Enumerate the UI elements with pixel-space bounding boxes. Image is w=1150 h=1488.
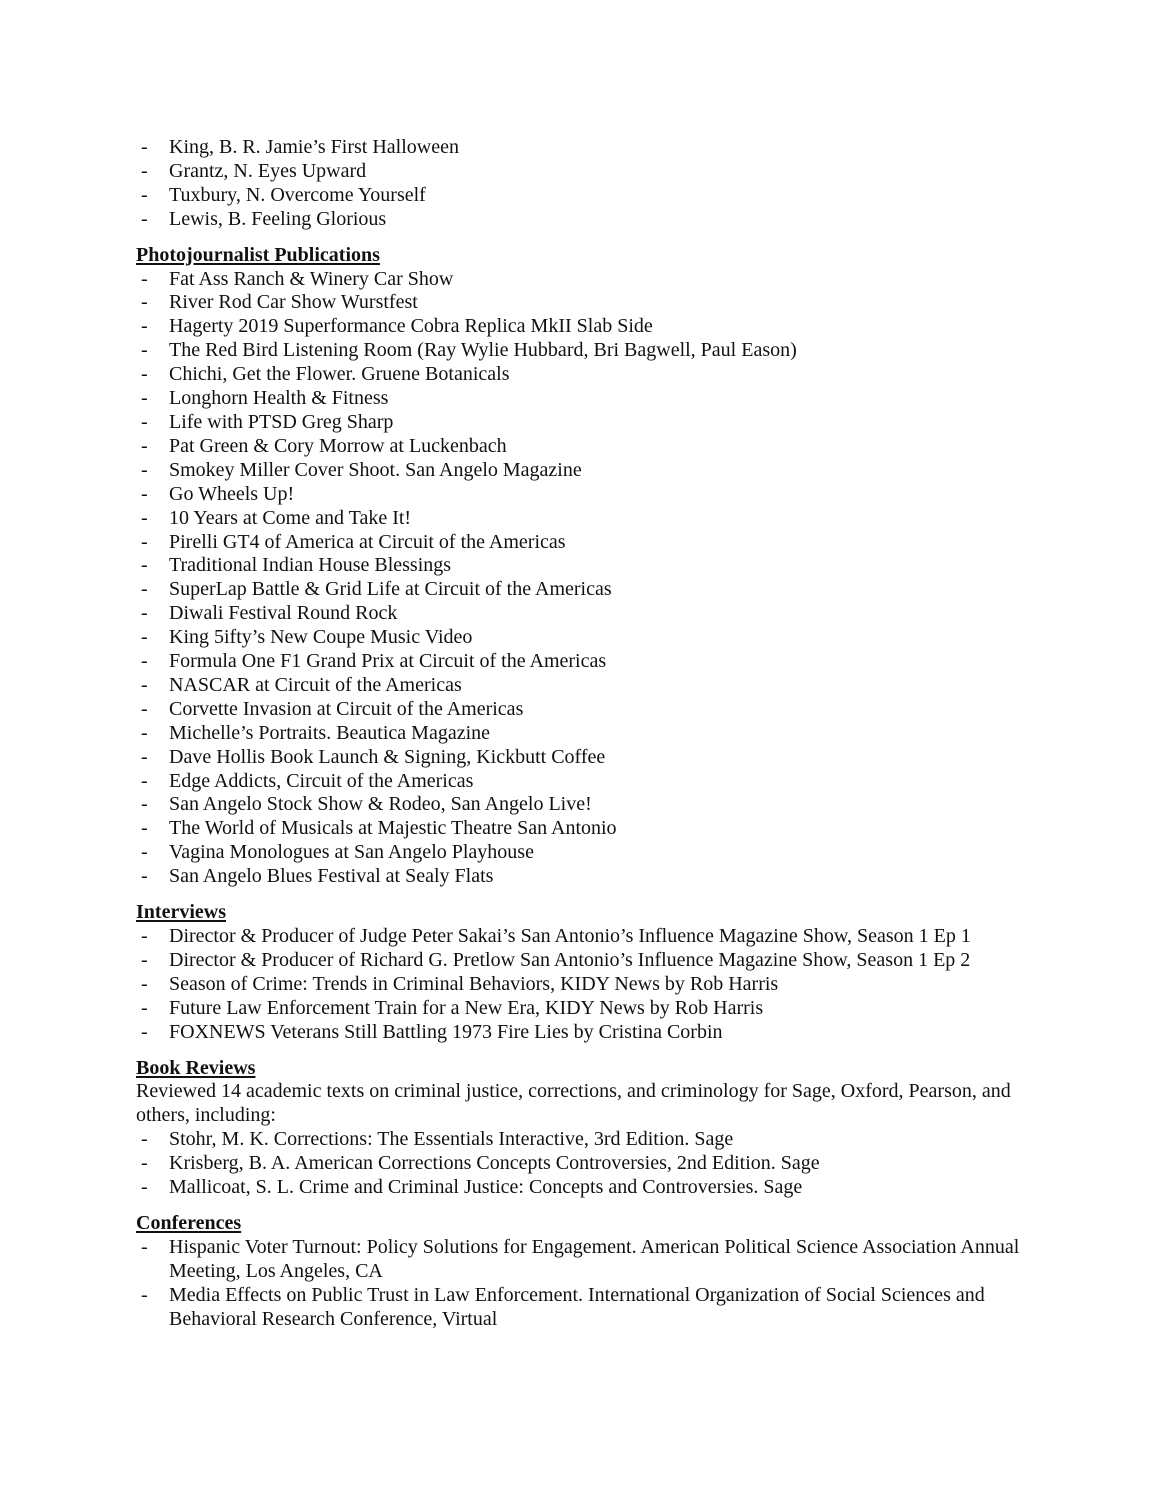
list-item: [136, 1128, 1036, 1152]
list-dash: -: [141, 745, 148, 768]
list-item-text: Lewis, B. Feeling Glorious: [169, 207, 387, 230]
list-item: [136, 411, 1036, 435]
photojournalist-heading: Photojournalist Publications: [136, 243, 380, 266]
list-item: [136, 1152, 1036, 1176]
list-dash: -: [141, 1176, 148, 1199]
book-reviews-heading: Book Reviews: [136, 1056, 256, 1079]
children-books-list: [136, 136, 1036, 232]
list-item-text: Krisberg, B. A. American Corrections Concepts Controversies, 2nd Edition. Sage: [169, 1152, 820, 1175]
list-item-text: Director & Producer of Richard G. Pretlow San Antonio’s Influence Magazine Show, Season 1 Ep 2: [169, 948, 971, 971]
list-dash: -: [141, 183, 148, 206]
list-dash: -: [141, 996, 148, 1019]
list-item-text: Longhorn Health & Fitness: [169, 387, 389, 410]
list-item-text: Dave Hollis Book Launch & Signing, Kickbutt Coffee: [169, 745, 606, 768]
list-item: [136, 722, 1036, 746]
list-item: [136, 339, 1036, 363]
list-dash: -: [141, 530, 148, 553]
list-dash: -: [141, 434, 148, 457]
list-dash: -: [141, 769, 148, 792]
list-item-text: Vagina Monologues at San Angelo Playhouse: [169, 841, 534, 864]
list-item-text: Pat Green & Cory Morrow at Luckenbach: [169, 434, 507, 457]
list-dash: -: [141, 626, 148, 649]
list-item-text: Mallicoat, S. L. Crime and Criminal Justice: Concepts and Controversies. Sage: [169, 1176, 803, 1199]
list-item: [136, 184, 1036, 208]
list-dash: -: [141, 1020, 148, 1043]
list-item: [136, 136, 1036, 160]
list-dash: -: [141, 207, 148, 230]
list-dash: -: [141, 136, 148, 158]
list-dash: -: [141, 315, 148, 338]
list-dash: -: [141, 267, 148, 290]
list-item-text: Tuxbury, N. Overcome Yourself: [169, 183, 426, 206]
conferences-heading: Conferences: [136, 1211, 242, 1234]
list-item: [136, 531, 1036, 555]
list-item-text: Director & Producer of Judge Peter Sakai’s San Antonio’s Influence Magazine Show, Season 1 Ep 1: [169, 925, 971, 947]
list-dash: -: [141, 697, 148, 720]
list-item: [136, 208, 1036, 232]
list-item-text: SuperLap Battle & Grid Life at Circuit of the Americas: [169, 578, 612, 601]
list-item: [136, 949, 1036, 973]
list-item: [136, 865, 1036, 889]
list-dash: -: [141, 948, 148, 971]
list-dash: -: [141, 387, 148, 410]
list-item-text: Fat Ass Ranch & Winery Car Show: [169, 267, 454, 290]
list-item-text: The World of Musicals at Majestic Theatre San Antonio: [169, 817, 617, 840]
list-item-text: Go Wheels Up!: [169, 482, 295, 505]
list-item: [136, 1284, 1036, 1332]
list-item-text: Stohr, M. K. Corrections: The Essentials Interactive, 3rd Edition. Sage: [169, 1128, 734, 1151]
list-item: [136, 793, 1036, 817]
list-dash: -: [141, 972, 148, 995]
list-dash: -: [141, 865, 148, 888]
list-item-text: King, B. R. Jamie’s First Halloween: [169, 136, 459, 158]
list-item-text: Hispanic Voter Turnout: Policy Solutions for Engagement. American Political Science Association Annual Meeting, Los Angeles, CA: [169, 1235, 1020, 1282]
list-item-text: Corvette Invasion at Circuit of the Americas: [169, 697, 524, 720]
list-dash: -: [141, 578, 148, 601]
list-dash: -: [141, 291, 148, 314]
list-item-text: The Red Bird Listening Room (Ray Wylie Hubbard, Bri Bagwell, Paul Eason): [169, 339, 797, 362]
list-dash: -: [141, 410, 148, 433]
children-books-section: [136, 136, 1036, 232]
list-dash: -: [141, 458, 148, 481]
list-item: [136, 602, 1036, 626]
list-item: [136, 925, 1036, 949]
list-item: [136, 746, 1036, 770]
photojournalist-section: [136, 244, 1036, 889]
interviews-heading: Interviews: [136, 901, 226, 924]
document-content: [136, 136, 1036, 1332]
list-item: [136, 997, 1036, 1021]
list-dash: -: [141, 925, 148, 947]
list-item: [136, 268, 1036, 292]
list-dash: -: [141, 721, 148, 744]
list-dash: -: [141, 1128, 148, 1151]
list-item-text: Diwali Festival Round Rock: [169, 602, 398, 625]
list-item: [136, 160, 1036, 184]
list-item: [136, 507, 1036, 531]
conferences-section: [136, 1212, 1036, 1332]
list-item-text: Media Effects on Public Trust in Law Enforcement. International Organization of Social Sciences and Behavioral Research Conference, Virtual: [169, 1283, 985, 1330]
book-reviews-intro: Reviewed 14 academic texts on criminal justice, corrections, and criminology for Sage, Oxford, Pearson, and others, including:: [136, 1080, 1011, 1127]
list-item: [136, 674, 1036, 698]
list-item-text: Grantz, N. Eyes Upward: [169, 159, 367, 182]
list-item-text: 10 Years at Come and Take It!: [169, 506, 412, 529]
photojournalist-list: [136, 268, 1036, 890]
list-item: [136, 650, 1036, 674]
list-item: [136, 315, 1036, 339]
list-item-text: Pirelli GT4 of America at Circuit of the Americas: [169, 530, 566, 553]
list-item-text: King 5ifty’s New Coupe Music Video: [169, 626, 473, 649]
list-item: [136, 554, 1036, 578]
list-item: [136, 459, 1036, 483]
list-dash: -: [141, 506, 148, 529]
list-item: [136, 626, 1036, 650]
list-item-text: Smokey Miller Cover Shoot. San Angelo Magazine: [169, 458, 582, 481]
list-item: [136, 1176, 1036, 1200]
list-item-text: Michelle’s Portraits. Beautica Magazine: [169, 721, 491, 744]
list-item: [136, 363, 1036, 387]
list-item: [136, 1021, 1036, 1045]
list-item-text: Edge Addicts, Circuit of the Americas: [169, 769, 474, 792]
list-dash: -: [141, 554, 148, 577]
list-item-text: San Angelo Stock Show & Rodeo, San Angelo Live!: [169, 793, 592, 816]
list-item: [136, 435, 1036, 459]
list-dash: -: [141, 793, 148, 816]
list-item: [136, 698, 1036, 722]
list-item-text: Life with PTSD Greg Sharp: [169, 410, 394, 433]
book-reviews-section: [136, 1057, 1036, 1200]
list-item: [136, 578, 1036, 602]
list-item: [136, 387, 1036, 411]
list-item: [136, 973, 1036, 997]
list-dash: -: [141, 817, 148, 840]
list-dash: -: [141, 1235, 148, 1258]
list-item: [136, 291, 1036, 315]
list-dash: -: [141, 602, 148, 625]
list-item: [136, 770, 1036, 794]
list-item-text: Hagerty 2019 Superformance Cobra Replica MkII Slab Side: [169, 315, 653, 338]
list-dash: -: [141, 673, 148, 696]
list-dash: -: [141, 1283, 148, 1306]
list-dash: -: [141, 482, 148, 505]
list-item-text: NASCAR at Circuit of the Americas: [169, 673, 462, 696]
list-item-text: San Angelo Blues Festival at Sealy Flats: [169, 865, 494, 888]
list-dash: -: [141, 841, 148, 864]
list-item-text: FOXNEWS Veterans Still Battling 1973 Fire Lies by Cristina Corbin: [169, 1020, 723, 1043]
list-item: [136, 1236, 1036, 1284]
list-item-text: Future Law Enforcement Train for a New Era, KIDY News by Rob Harris: [169, 996, 764, 1019]
conferences-list: [136, 1236, 1036, 1332]
list-item: [136, 817, 1036, 841]
interviews-list: [136, 925, 1036, 1045]
list-item-text: Season of Crime: Trends in Criminal Behaviors, KIDY News by Rob Harris: [169, 972, 779, 995]
interviews-section: [136, 901, 1036, 1044]
list-dash: -: [141, 1152, 148, 1175]
list-item-text: Chichi, Get the Flower. Gruene Botanicals: [169, 363, 510, 386]
list-item-text: Traditional Indian House Blessings: [169, 554, 452, 577]
list-dash: -: [141, 363, 148, 386]
list-item: [136, 841, 1036, 865]
list-item-text: River Rod Car Show Wurstfest: [169, 291, 418, 314]
list-dash: -: [141, 339, 148, 362]
list-dash: -: [141, 650, 148, 673]
book-reviews-list: [136, 1128, 1036, 1200]
list-item: [136, 483, 1036, 507]
list-item-text: Formula One F1 Grand Prix at Circuit of the Americas: [169, 650, 607, 673]
list-dash: -: [141, 159, 148, 182]
